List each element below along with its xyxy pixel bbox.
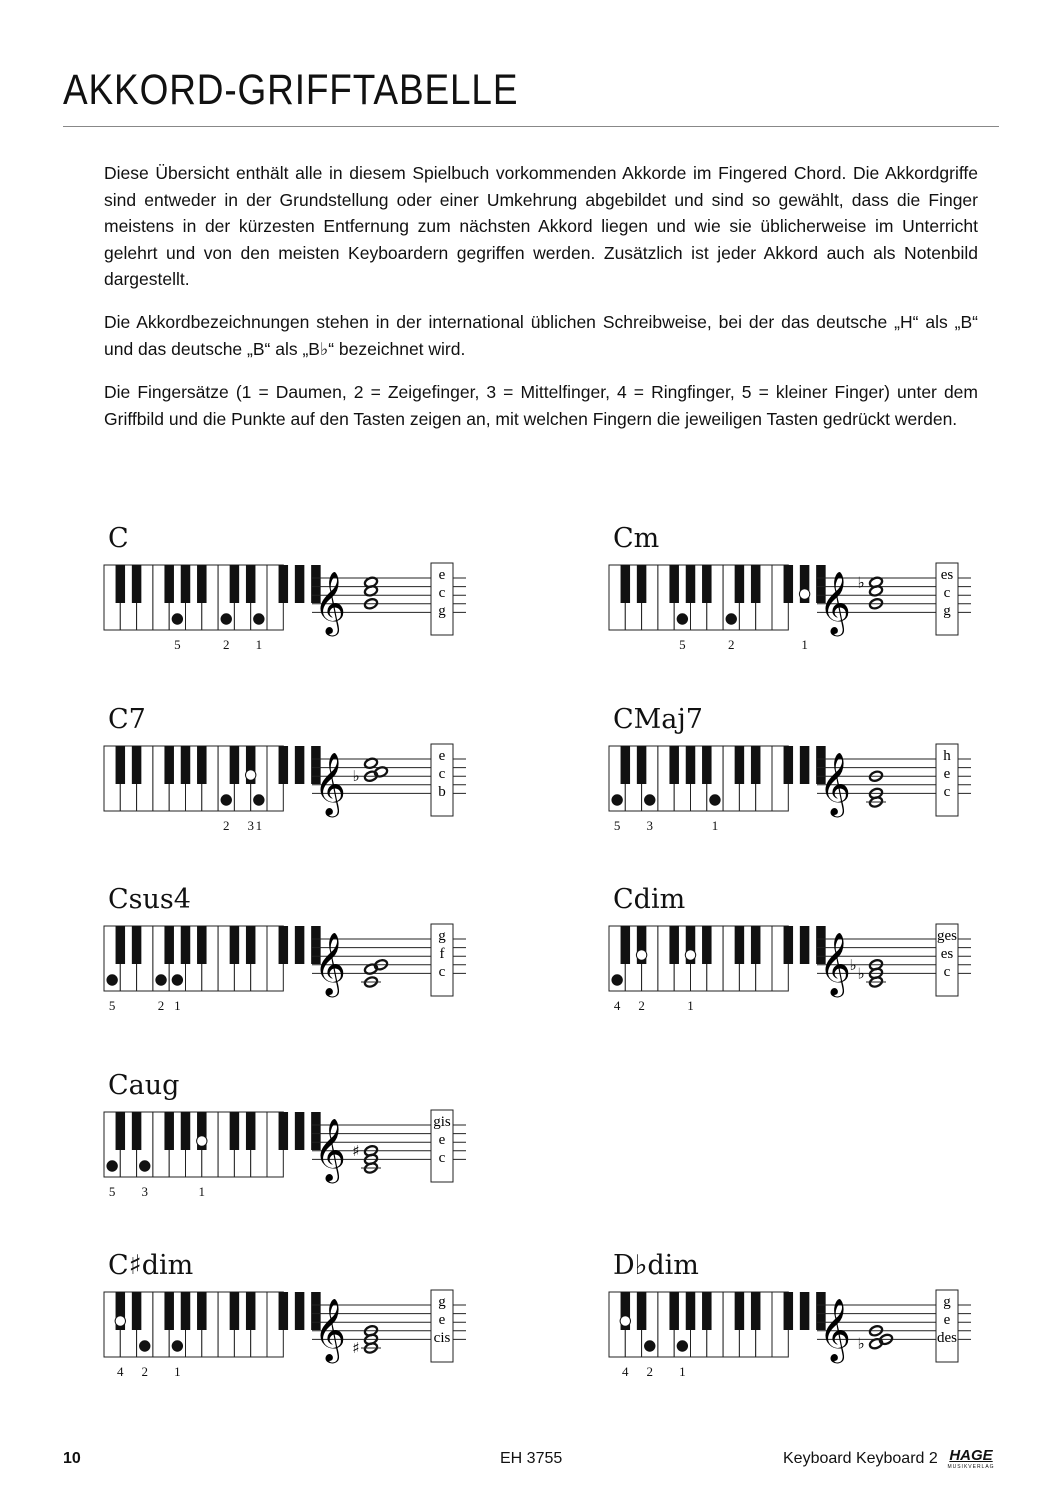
note-name: h <box>943 748 951 764</box>
treble-clef-icon: 𝄞 <box>314 752 346 815</box>
finger-number: 1 <box>255 818 263 833</box>
page-number: 10 <box>63 1450 81 1467</box>
chord-name: CMaj7 <box>613 704 703 735</box>
finger-dot <box>677 1341 687 1351</box>
black-key <box>295 1292 305 1330</box>
page-title: AKKORD-GRIFFTABELLE <box>63 66 519 114</box>
finger-dot <box>685 950 695 960</box>
finger-dot <box>221 614 231 624</box>
finger-dot <box>799 589 809 599</box>
finger-dot <box>636 950 646 960</box>
intro-text-1: Diese Übersicht enthält alle in diesem Spielbuch vorkommenden Akkorde im Fingered Chord. Die Akkordgriffe sind entweder in der Grundstellung oder einer Umkehrung abgebildet und sind so gewählt, dass die Finger meistens in der kürzesten Entfernung zum nächsten Akkord liegen und wie sie üblicherweise im Unterricht gelehrt und von den meisten Keyboardern gegriffen werden. Zusätzlich ist jeder Akkord auch als Notenbild dargestellt. <box>104 163 978 289</box>
black-key <box>669 746 679 784</box>
finger-dot <box>107 975 117 985</box>
note-name: g <box>438 1294 446 1310</box>
finger-number: 1 <box>174 1364 181 1379</box>
intro-text-2: Die Akkordbezeichnungen stehen in der international üblichen Schreibweise, bei der das deutsche „H“ als „B“ und das deutsche „B“ als „B♭“ bezeichnet wird. <box>104 312 978 359</box>
black-key <box>246 926 256 964</box>
black-key <box>735 565 745 603</box>
flat-icon: ♭ <box>352 767 360 786</box>
finger-dot <box>156 975 166 985</box>
fingering <box>108 1184 298 1200</box>
note-name: g <box>943 603 951 619</box>
black-key <box>702 565 712 603</box>
intro-text-3: Die Fingersätze (1 = Daumen, 2 = Zeigefinger, 3 = Mittelfinger, 4 = Ringfinger, 5 = kleiner Finger) unter dem Griffbild und die Punkte auf den Tasten zeigen an, mit welchen Fingern die jeweiligen Tasten gedrückt werden. <box>104 382 978 429</box>
finger-number: 2 <box>223 637 230 652</box>
chord-name: Cdim <box>613 884 686 915</box>
chord-name: Cm <box>613 523 660 554</box>
finger-number: 1 <box>255 637 263 652</box>
black-key <box>702 926 712 964</box>
note-name: e <box>438 1132 446 1148</box>
black-key <box>637 1292 647 1330</box>
fingering <box>613 637 808 653</box>
note-name: e <box>438 567 446 583</box>
finger-number: 1 <box>687 998 694 1013</box>
chord-6 <box>108 1072 508 1242</box>
fingering <box>613 818 803 834</box>
finger-dot <box>221 795 231 805</box>
fingering <box>108 998 298 1014</box>
chord-diagram <box>609 744 989 824</box>
black-key <box>686 746 696 784</box>
black-key <box>230 1292 240 1330</box>
finger-dot <box>140 1341 150 1351</box>
black-key <box>295 926 305 964</box>
finger-number: 3 <box>646 818 653 833</box>
black-key <box>116 926 126 964</box>
finger-number: 3 <box>141 1184 148 1199</box>
logo-text: HAGE <box>949 1447 993 1464</box>
black-key <box>132 1292 142 1330</box>
black-key <box>116 1112 126 1150</box>
finger-dot <box>645 795 655 805</box>
finger-number: 2 <box>157 998 165 1013</box>
black-key <box>702 746 712 784</box>
chord-diagram <box>104 563 484 643</box>
chord-3 <box>613 706 1013 876</box>
finger-number: 2 <box>223 818 230 833</box>
black-key <box>132 746 142 784</box>
black-key <box>132 926 142 964</box>
black-key <box>197 1292 207 1330</box>
note-name: des <box>937 1330 957 1346</box>
black-key <box>621 746 631 784</box>
intro-paragraph-1 <box>104 160 978 293</box>
note-name: c <box>943 784 951 800</box>
black-key <box>669 1292 679 1330</box>
treble-clef-icon: 𝄞 <box>314 1298 346 1361</box>
chord-diagram <box>104 1290 484 1370</box>
sharp-icon: ♯ <box>352 1339 360 1357</box>
black-key <box>295 1112 305 1150</box>
fingering <box>108 637 298 653</box>
finger-number: 1 <box>198 1184 206 1199</box>
chord-diagram <box>104 1110 484 1190</box>
finger-dot <box>172 975 182 985</box>
sharp-icon: ♯ <box>352 1141 360 1160</box>
chord-name: Csus4 <box>108 884 191 915</box>
black-key <box>164 746 174 784</box>
finger-number: 5 <box>108 998 116 1013</box>
chord-diagram <box>609 1290 989 1370</box>
black-key <box>181 565 191 603</box>
black-key <box>230 565 240 603</box>
chord-diagram <box>609 924 989 1004</box>
treble-clef-icon: 𝄞 <box>819 752 851 815</box>
finger-number: 4 <box>117 1364 124 1379</box>
chord-diagram <box>104 744 484 824</box>
black-key <box>751 926 761 964</box>
black-key <box>197 926 207 964</box>
black-key <box>279 1292 289 1330</box>
black-key <box>735 746 745 784</box>
note-name: ges <box>937 928 957 944</box>
finger-number: 1 <box>711 818 719 833</box>
note-name: b <box>438 784 446 800</box>
black-key <box>181 1292 191 1330</box>
chord-name: C7 <box>108 704 146 735</box>
finger-number: 2 <box>728 637 735 652</box>
black-key <box>702 1292 712 1330</box>
black-key <box>800 926 810 964</box>
flat-icon: ♭ <box>857 964 865 983</box>
finger-number: 4 <box>622 1364 629 1379</box>
chord-2 <box>108 706 508 876</box>
edition-code: EH 3755 <box>500 1450 563 1467</box>
black-key <box>686 1292 696 1330</box>
chord-name: C <box>108 523 129 554</box>
chord-8 <box>613 1252 1013 1422</box>
black-key <box>164 1292 174 1330</box>
note-name: e <box>438 748 446 764</box>
note-name: c <box>438 585 446 601</box>
note-name: g <box>438 928 446 944</box>
black-key <box>800 746 810 784</box>
finger-dot <box>612 795 622 805</box>
black-key <box>181 926 191 964</box>
keyboard <box>104 1112 321 1177</box>
finger-number: 5 <box>174 637 181 652</box>
black-key <box>621 565 631 603</box>
black-key <box>751 746 761 784</box>
black-key <box>132 1112 142 1150</box>
logo-subtext: MUSIKVERLAG <box>947 1464 995 1470</box>
intro-paragraph-2 <box>104 309 978 362</box>
chord-1 <box>613 525 1013 695</box>
black-key <box>197 565 207 603</box>
chord-diagram <box>104 924 484 1004</box>
keyboard <box>104 565 321 630</box>
finger-number: 3 <box>247 818 254 833</box>
note-name: es <box>940 567 954 583</box>
keyboard <box>104 926 321 991</box>
chord-0 <box>108 525 508 695</box>
keyboard <box>104 746 321 811</box>
flat-icon: ♭ <box>857 1334 865 1353</box>
note-name: g <box>943 1294 951 1310</box>
black-key <box>181 1112 191 1150</box>
black-key <box>800 1292 810 1330</box>
note-name: e <box>438 1312 446 1328</box>
black-key <box>246 1112 256 1150</box>
chord-name: C♯dim <box>108 1250 194 1281</box>
black-key <box>669 926 679 964</box>
finger-dot <box>115 1316 125 1326</box>
finger-number: 2 <box>638 998 645 1013</box>
black-key <box>751 1292 761 1330</box>
finger-dot <box>645 1341 655 1351</box>
black-key <box>735 926 745 964</box>
finger-dot <box>726 614 736 624</box>
flat-icon: ♭ <box>857 573 865 592</box>
black-key <box>246 565 256 603</box>
title-divider <box>63 126 999 127</box>
fingering <box>613 1364 803 1380</box>
note-name: c <box>438 1150 446 1166</box>
fingering <box>613 998 803 1014</box>
finger-dot <box>254 614 264 624</box>
treble-clef-icon: 𝄞 <box>819 932 851 995</box>
note-name: c <box>438 964 446 980</box>
finger-dot <box>620 1316 630 1326</box>
finger-dot <box>612 975 622 985</box>
black-key <box>164 1112 174 1150</box>
finger-number: 4 <box>613 998 621 1013</box>
note-name: cis <box>433 1330 451 1346</box>
finger-dot <box>710 795 720 805</box>
publisher-logo <box>943 1448 999 1474</box>
note-name: gis <box>433 1114 451 1130</box>
black-key <box>751 565 761 603</box>
black-key <box>686 565 696 603</box>
flat-icon: ♭ <box>849 955 857 974</box>
chord-diagram <box>609 563 989 643</box>
chord-name: D♭dim <box>613 1250 699 1281</box>
finger-dot <box>677 614 687 624</box>
black-key <box>279 565 289 603</box>
black-key <box>116 565 126 603</box>
note-name: c <box>943 964 951 980</box>
black-key <box>784 565 794 603</box>
black-key <box>295 746 305 784</box>
black-key <box>197 746 207 784</box>
black-key <box>246 1292 256 1330</box>
keyboard <box>609 1292 826 1357</box>
note-name: c <box>943 585 951 601</box>
fingering <box>108 818 298 834</box>
black-key <box>669 565 679 603</box>
finger-dot <box>140 1161 150 1171</box>
note-name: es <box>940 946 954 962</box>
note-name: f <box>439 946 445 962</box>
finger-number: 1 <box>679 1364 686 1379</box>
black-key <box>164 565 174 603</box>
intro-paragraph-3 <box>104 379 978 432</box>
chord-5 <box>613 886 1013 1056</box>
fingering <box>108 1364 298 1380</box>
black-key <box>637 565 647 603</box>
keyboard <box>609 565 826 630</box>
note-name: e <box>943 1312 951 1328</box>
finger-number: 2 <box>141 1364 148 1379</box>
black-key <box>784 746 794 784</box>
black-key <box>230 926 240 964</box>
black-key <box>637 746 647 784</box>
book-title: Keyboard Keyboard 2 <box>783 1450 938 1467</box>
treble-clef-icon: 𝄞 <box>819 571 851 634</box>
treble-clef-icon: 𝄞 <box>819 1298 851 1361</box>
black-key <box>279 746 289 784</box>
black-key <box>116 746 126 784</box>
treble-clef-icon: 𝄞 <box>314 932 346 995</box>
finger-number: 1 <box>801 637 808 652</box>
note-name: c <box>438 766 446 782</box>
treble-clef-icon: 𝄞 <box>314 1118 346 1181</box>
finger-dot <box>172 1341 182 1351</box>
black-key <box>181 746 191 784</box>
note-name: g <box>438 603 446 619</box>
treble-clef-icon: 𝄞 <box>314 571 346 634</box>
chord-name: Caug <box>108 1070 180 1101</box>
finger-dot <box>197 1136 207 1146</box>
finger-number: 5 <box>613 818 621 833</box>
chord-7 <box>108 1252 508 1422</box>
black-key <box>279 926 289 964</box>
black-key <box>279 1112 289 1150</box>
black-key <box>164 926 174 964</box>
finger-dot <box>172 614 182 624</box>
black-key <box>621 926 631 964</box>
black-key <box>784 926 794 964</box>
note-name: e <box>943 766 951 782</box>
finger-number: 1 <box>174 998 181 1013</box>
black-key <box>295 565 305 603</box>
black-key <box>784 1292 794 1330</box>
black-key <box>735 1292 745 1330</box>
chord-4 <box>108 886 508 1056</box>
finger-dot <box>246 770 256 780</box>
black-key <box>230 746 240 784</box>
keyboard <box>104 1292 321 1357</box>
finger-number: 2 <box>646 1364 653 1379</box>
finger-number: 5 <box>679 637 686 652</box>
finger-dot <box>254 795 264 805</box>
black-key <box>230 1112 240 1150</box>
black-key <box>132 565 142 603</box>
finger-number: 5 <box>108 1184 116 1199</box>
finger-dot <box>107 1161 117 1171</box>
